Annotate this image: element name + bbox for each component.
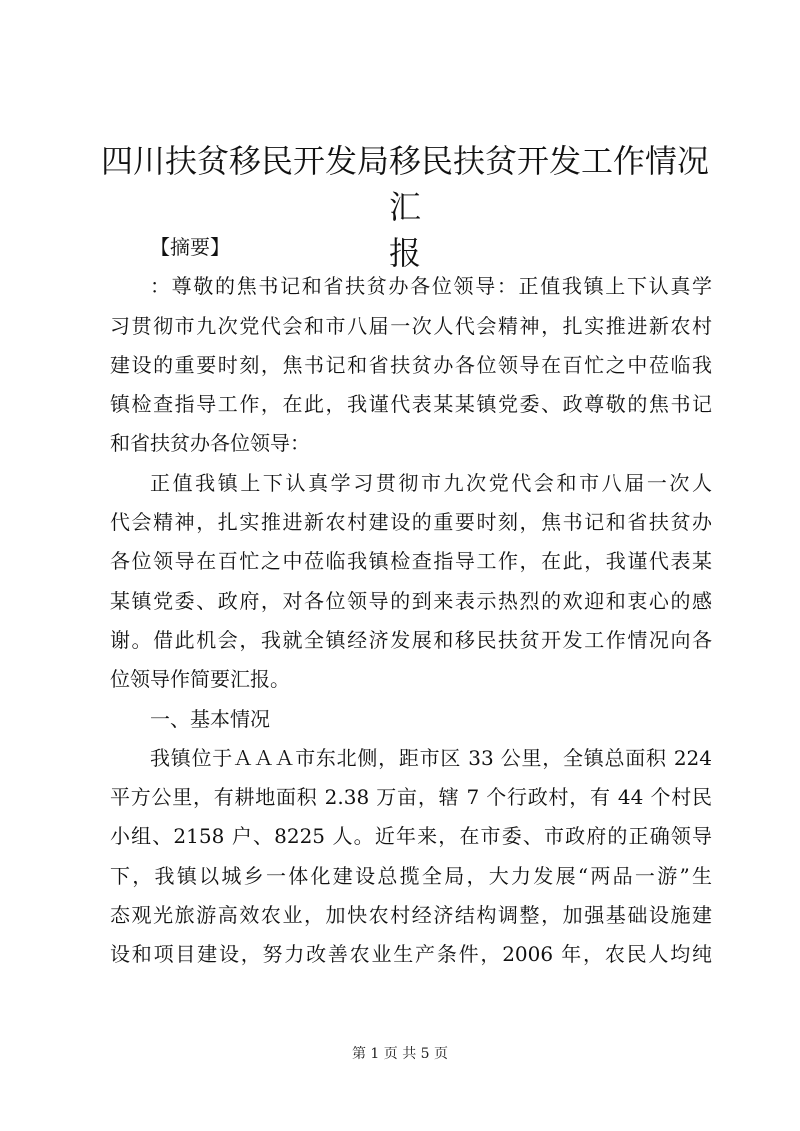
body-line: 平方公里，有耕地面积 2.38 万亩，辖 7 个行政村，有 44 个村民 bbox=[110, 785, 712, 810]
body-line: 位领导作简要汇报。 bbox=[110, 667, 290, 692]
section-heading: 一、基本情况 bbox=[150, 706, 270, 731]
body-line: 建设的重要时刻，焦书记和省扶贫办各位领导在百忙之中莅临我 bbox=[110, 352, 712, 377]
body-line: 设和项目建设，努力改善农业生产条件，2006 年，农民人均纯 bbox=[110, 942, 712, 967]
body-line: 各位领导在百忙之中莅临我镇检查指导工作，在此，我谨代表某 bbox=[110, 549, 712, 574]
title-line-2: 报 bbox=[388, 234, 421, 272]
body-line: 代会精神，扎实推进新农村建设的重要时刻，焦书记和省扶贫办 bbox=[110, 510, 712, 535]
body-line: ：尊敬的焦书记和省扶贫办各位领导：正值我镇上下认真学 bbox=[150, 274, 712, 299]
abstract-heading: 【摘要】 bbox=[150, 235, 230, 259]
body-line: 我镇位于ＡＡＡ市东北侧，距市区 33 公里，全镇总面积 224 bbox=[150, 745, 712, 770]
title-line-1: 四川扶贫移民开发局移民扶贫开发工作情况汇 bbox=[100, 142, 709, 226]
body-line: 正值我镇上下认真学习贯彻市九次党代会和市八届一次人 bbox=[150, 470, 712, 495]
body-line: 镇检查指导工作，在此，我谨代表某某镇党委、政尊敬的焦书记 bbox=[110, 392, 712, 417]
body-line: 习贯彻市九次党代会和市八届一次人代会精神，扎实推进新农村 bbox=[110, 313, 712, 338]
body-line: 某镇党委、政府，对各位领导的到来表示热烈的欢迎和衷心的感 bbox=[110, 588, 712, 613]
body-line: 和省扶贫办各位领导： bbox=[110, 431, 310, 456]
body-line: 态观光旅游高效农业，加快农村经济结构调整，加强基础设施建 bbox=[110, 903, 712, 928]
document-body bbox=[110, 228, 712, 975]
body-line: 谢。借此机会，我就全镇经济发展和移民扶贫开发工作情况向各 bbox=[110, 627, 712, 652]
body-line: 小组、2158 户、8225 人。近年来，在市委、市政府的正确领导 bbox=[110, 824, 712, 849]
page-footer: 第 1 页 共 5 页 bbox=[351, 1046, 449, 1062]
body-line: 下，我镇以城乡一体化建设总揽全局，大力发展“两品一游”生 bbox=[110, 863, 712, 888]
